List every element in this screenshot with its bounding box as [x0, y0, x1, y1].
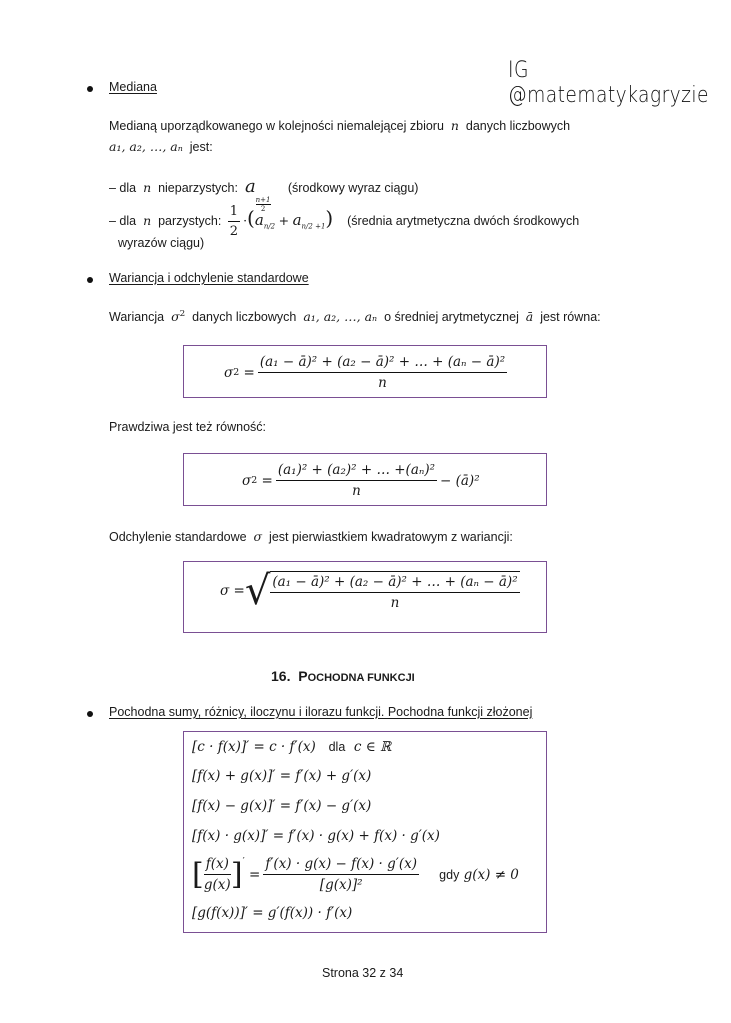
section-heading-wariancja: Wariancja i odchylenie standardowe [109, 271, 309, 285]
title-first: P [298, 668, 308, 684]
text: danych liczbowych [192, 310, 297, 325]
bullet-icon [87, 711, 93, 717]
rule-constant [192, 739, 391, 755]
lhs: σ [224, 364, 234, 381]
mediana-intro-line1 [109, 118, 570, 133]
section-heading-pochodna: Pochodna sumy, różnicy, iloczynu i ilorazu funkcji. Pochodna funkcji złożonej [109, 705, 533, 719]
text: o średniej arytmetycznej [384, 310, 519, 325]
denominator: [g(x)]² [319, 877, 363, 893]
rule-chain: [g(f(x))]′ = g′(f(x)) · f′(x) [192, 905, 353, 921]
formula-box-std [183, 561, 547, 633]
note-math: c ∈ ℝ [353, 739, 392, 755]
wariancja-intro [109, 309, 601, 324]
note-text: dla [328, 740, 346, 754]
math-fraction-half [228, 204, 240, 239]
num: 1 [228, 204, 240, 222]
title-rest: OCHODNA FUNKCJI [307, 672, 415, 684]
tail: − (ā)² [440, 472, 480, 489]
text: danych liczbowych [465, 119, 571, 133]
section-title-pochodna [271, 668, 415, 684]
text: Wariancja [109, 310, 165, 325]
fraction [276, 462, 437, 499]
den: 2 [229, 224, 239, 239]
formula-variance-alt: σ 2 = $\frac{\text{(a₁)² + (a₂)² + … +(aₙ)²}}{n}$ − (ā)² [242, 462, 480, 499]
sub-den: 2 [260, 205, 266, 213]
bullet-icon [87, 277, 93, 283]
sigma: σ [171, 309, 180, 325]
math-var: n [143, 180, 152, 195]
text: (średnia arytmetyczna dwóch środkowych [347, 213, 580, 228]
math-var: n [143, 212, 152, 228]
section-heading-mediana: Mediana [109, 80, 157, 94]
math-sigma-squared: $\sigma^2$ [171, 309, 186, 325]
text: jest równa: [540, 310, 601, 325]
denominator: n [390, 595, 400, 611]
sqrt-icon: √ $\frac{\text{(a₁ − ā)² + (a₂ − ā)² + … + (aₙ − ā)²}}{n}$ [244, 568, 518, 614]
rule-difference: [f(x) − g(x)]′ = f′(x) − g′(x) [192, 798, 372, 814]
rule-product: [f(x) · g(x)]′ = f′(x) · g(x) + f(x) · g′(x) [192, 828, 440, 844]
text: – dla [109, 181, 137, 195]
lhs: σ = [220, 583, 245, 599]
text: – dla [109, 213, 137, 228]
rhs-fraction [263, 856, 419, 893]
text: nieparzystych: [158, 181, 238, 195]
formula-variance: σ 2 = $\frac{\text{(a₁ − ā)² + (a₂ − ā)² + … + (aₙ − ā)²}}{n}$ [224, 354, 506, 391]
formula-box-variance-alt [183, 453, 547, 506]
text: jest: [189, 140, 213, 154]
rule-sum: [f(x) + g(x)]′ = f′(x) + g′(x) [192, 768, 372, 784]
section-number: 16. [271, 668, 291, 684]
text: Medianą uporządkowanego w kolejności niemalejącej zbioru [109, 119, 444, 133]
math-sequence: a₁, a₂, …, aₙ [303, 309, 378, 325]
numerator: f(x) [204, 856, 231, 875]
math-mean: ā [525, 309, 534, 325]
formula-box-variance [183, 345, 547, 398]
text: jest pierwiastkiem kwadratowym z wariancji: [269, 530, 513, 544]
denominator: n [352, 483, 361, 499]
note-math: g(x) ≠ 0 [463, 866, 519, 883]
watermark: IG @matematykagryzie [508, 58, 709, 108]
text: parzystych: [158, 213, 222, 228]
math-var: n [450, 118, 459, 133]
numerator: f′(x) · g(x) − f(x) · g′(x) [263, 856, 419, 875]
denominator: g(x) [203, 877, 231, 893]
note-text: gdy [439, 867, 460, 882]
mediana-even-note-line2: wyrazów ciągu) [118, 236, 205, 250]
math-sequence: a₁, a₂, …, aₙ [109, 139, 183, 154]
numerator: (a₁)² + (a₂)² + … +(aₙ)² [276, 462, 437, 481]
numerator: (a₁ − ā)² + (a₂ − ā)² + … + (aₙ − ā)² [258, 354, 507, 373]
lhs: σ [242, 472, 252, 489]
text: (środkowy wyraz ciągu) [287, 181, 419, 195]
text: Odchylenie standardowe [109, 530, 247, 544]
mediana-even-case: – dla n parzystych: $\frac{1}{2}$ $\cdot(a_{n/2} + a_{n/2 +1})$ (średnia arytmetyczna dwóch środkowych [109, 204, 580, 239]
rule-quotient: [ $\frac{f(x)}{g(x)}$ ] ′ = $\frac{f'(x) \cdot g(x) - f(x) \cdot g'(x)}{\text{[g(x)]²}}$ gdy g(x) ≠ 0 [192, 856, 519, 893]
formula: [c · f(x)]′ = c · f′(x) [192, 739, 316, 755]
math-var: a [244, 176, 256, 197]
numerator: (a₁ − ā)² + (a₂ − ā)² + … + (aₙ − ā)² [270, 574, 519, 593]
math-sigma: σ [253, 529, 263, 544]
fraction [258, 354, 507, 391]
page-number: Strona 32 z 34 [322, 966, 404, 980]
also-true-text: Prawdziwa jest też równość: [109, 420, 267, 434]
lhs-fraction [204, 856, 231, 893]
formula-std [220, 568, 520, 614]
std-intro [109, 529, 513, 544]
bullet-icon [87, 86, 93, 92]
denominator: n [378, 375, 387, 391]
sub-num: n+1 [255, 196, 271, 204]
mediana-intro-line2 [109, 139, 213, 154]
